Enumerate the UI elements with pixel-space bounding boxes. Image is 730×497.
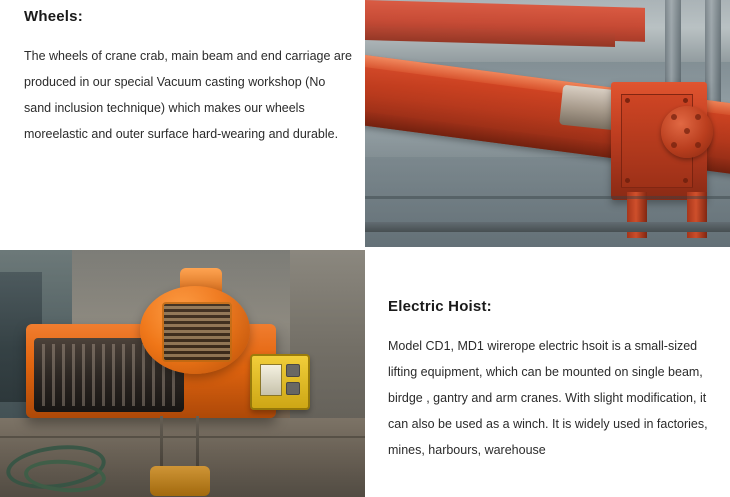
wheels-text-block xyxy=(24,8,354,147)
beam-illustration xyxy=(365,0,730,247)
electric-hoist-section xyxy=(0,250,730,497)
hoist-text-block xyxy=(388,298,708,463)
hoist-heading: Electric Hoist: xyxy=(388,298,492,315)
crane-end-carriage-photo xyxy=(365,0,730,247)
photo-lighting-overlay xyxy=(365,0,730,247)
electric-wire-rope-hoist-photo xyxy=(0,250,365,497)
wheels-heading: Wheels: xyxy=(24,8,83,25)
hoist-illustration xyxy=(0,250,365,497)
wheels-section xyxy=(0,0,730,247)
hoist-paragraph: Model CD1, MD1 wirerope electric hsoit is a small-sized lifting equipment, which can be mounted on single beam, birdge , gantry and arm cranes. With slight modification, it can also be used as a winch. It is widely used in factories, mines, harbours, warehouse xyxy=(388,339,708,457)
photo-lighting-overlay xyxy=(0,250,365,497)
wheels-paragraph: The wheels of crane crab, main beam and end carriage are produced in our special Vacuum casting workshop (No sand inclusion technique) which makes our wheels moreelastic and outer surface hard-wearing and durable. xyxy=(24,49,352,141)
